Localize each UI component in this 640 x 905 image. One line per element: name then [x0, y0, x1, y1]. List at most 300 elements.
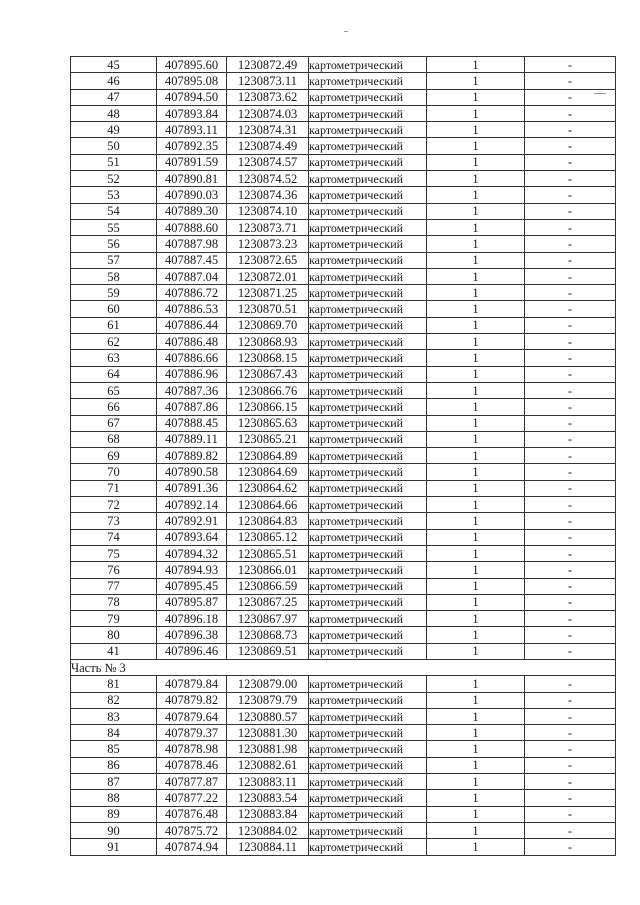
- y-coordinate-cell: 1230881.30: [227, 725, 309, 741]
- method-cell: картометрический: [309, 334, 427, 350]
- point-number-cell: 91: [71, 839, 157, 855]
- x-coordinate-cell: 407886.66: [157, 350, 227, 366]
- point-number-cell: 50: [71, 138, 157, 154]
- point-number-cell: 85: [71, 741, 157, 757]
- x-coordinate-cell: 407879.37: [157, 725, 227, 741]
- note-cell: -: [525, 757, 616, 773]
- table-row: [71, 497, 616, 513]
- note-cell: -: [525, 366, 616, 382]
- y-coordinate-cell: 1230874.03: [227, 105, 309, 121]
- method-cell: картометрический: [309, 497, 427, 513]
- x-coordinate-cell: 407886.44: [157, 317, 227, 333]
- table-row: [71, 366, 616, 382]
- note-cell: -: [525, 187, 616, 203]
- method-cell: картометрический: [309, 285, 427, 301]
- method-cell: картометрический: [309, 611, 427, 627]
- x-coordinate-cell: 407895.60: [157, 57, 227, 73]
- x-coordinate-cell: 407896.18: [157, 611, 227, 627]
- y-coordinate-cell: 1230868.93: [227, 334, 309, 350]
- table-row: [71, 89, 616, 105]
- y-coordinate-cell: 1230868.73: [227, 627, 309, 643]
- x-coordinate-cell: 407893.64: [157, 529, 227, 545]
- accuracy-cell: 1: [427, 806, 525, 822]
- accuracy-cell: 1: [427, 301, 525, 317]
- method-cell: картометрический: [309, 562, 427, 578]
- table-row: [71, 692, 616, 708]
- method-cell: картометрический: [309, 350, 427, 366]
- table-row: [71, 627, 616, 643]
- x-coordinate-cell: 407895.45: [157, 578, 227, 594]
- note-cell: -: [525, 448, 616, 464]
- y-coordinate-cell: 1230874.57: [227, 154, 309, 170]
- table-row: [71, 725, 616, 741]
- y-coordinate-cell: 1230867.97: [227, 611, 309, 627]
- x-coordinate-cell: 407894.93: [157, 562, 227, 578]
- table-row: [71, 480, 616, 496]
- point-number-cell: 84: [71, 725, 157, 741]
- note-cell: -: [525, 268, 616, 284]
- point-number-cell: 75: [71, 545, 157, 561]
- y-coordinate-cell: 1230872.65: [227, 252, 309, 268]
- table-row: [71, 268, 616, 284]
- accuracy-cell: 1: [427, 366, 525, 382]
- y-coordinate-cell: 1230869.70: [227, 317, 309, 333]
- method-cell: картометрический: [309, 57, 427, 73]
- note-cell: -: [525, 382, 616, 398]
- point-number-cell: 87: [71, 774, 157, 790]
- table-row: [71, 774, 616, 790]
- x-coordinate-cell: 407895.87: [157, 594, 227, 610]
- table-row: [71, 431, 616, 447]
- accuracy-cell: 1: [427, 480, 525, 496]
- note-cell: -: [525, 252, 616, 268]
- method-cell: картометрический: [309, 529, 427, 545]
- table-row: [71, 464, 616, 480]
- method-cell: картометрический: [309, 138, 427, 154]
- table-row: [71, 171, 616, 187]
- note-cell: -: [525, 578, 616, 594]
- x-coordinate-cell: 407887.86: [157, 399, 227, 415]
- table-row: [71, 594, 616, 610]
- accuracy-cell: 1: [427, 138, 525, 154]
- x-coordinate-cell: 407877.22: [157, 790, 227, 806]
- note-cell: -: [525, 774, 616, 790]
- x-coordinate-cell: 407890.03: [157, 187, 227, 203]
- table-row: [71, 529, 616, 545]
- note-cell: -: [525, 350, 616, 366]
- x-coordinate-cell: 407879.84: [157, 676, 227, 692]
- method-cell: картометрический: [309, 578, 427, 594]
- accuracy-cell: 1: [427, 692, 525, 708]
- point-number-cell: 88: [71, 790, 157, 806]
- x-coordinate-cell: 407894.50: [157, 89, 227, 105]
- x-coordinate-cell: 407886.53: [157, 301, 227, 317]
- point-number-cell: 57: [71, 252, 157, 268]
- method-cell: картометрический: [309, 513, 427, 529]
- y-coordinate-cell: 1230873.62: [227, 89, 309, 105]
- y-coordinate-cell: 1230873.23: [227, 236, 309, 252]
- table-row: [71, 73, 616, 89]
- accuracy-cell: 1: [427, 268, 525, 284]
- table-row: [71, 399, 616, 415]
- table-row: [71, 839, 616, 855]
- note-cell: -: [525, 57, 616, 73]
- y-coordinate-cell: 1230871.25: [227, 285, 309, 301]
- x-coordinate-cell: 407877.87: [157, 774, 227, 790]
- method-cell: картометрический: [309, 839, 427, 855]
- x-coordinate-cell: 407887.45: [157, 252, 227, 268]
- note-cell: -: [525, 562, 616, 578]
- method-cell: картометрический: [309, 806, 427, 822]
- y-coordinate-cell: 1230864.83: [227, 513, 309, 529]
- accuracy-cell: 1: [427, 497, 525, 513]
- table-row: [71, 611, 616, 627]
- accuracy-cell: 1: [427, 822, 525, 838]
- coordinates-table: [70, 56, 616, 856]
- accuracy-cell: 1: [427, 350, 525, 366]
- method-cell: картометрический: [309, 415, 427, 431]
- table-row: [71, 138, 616, 154]
- accuracy-cell: 1: [427, 252, 525, 268]
- accuracy-cell: 1: [427, 154, 525, 170]
- accuracy-cell: 1: [427, 382, 525, 398]
- accuracy-cell: 1: [427, 73, 525, 89]
- point-number-cell: 41: [71, 643, 157, 659]
- note-cell: -: [525, 822, 616, 838]
- table-body-part-3: [71, 676, 616, 855]
- point-number-cell: 64: [71, 366, 157, 382]
- accuracy-cell: 1: [427, 708, 525, 724]
- x-coordinate-cell: 407879.82: [157, 692, 227, 708]
- method-cell: картометрический: [309, 219, 427, 235]
- table-row: [71, 757, 616, 773]
- point-number-cell: 67: [71, 415, 157, 431]
- x-coordinate-cell: 407895.08: [157, 73, 227, 89]
- method-cell: картометрический: [309, 822, 427, 838]
- y-coordinate-cell: 1230881.98: [227, 741, 309, 757]
- method-cell: картометрический: [309, 236, 427, 252]
- point-number-cell: 55: [71, 219, 157, 235]
- point-number-cell: 62: [71, 334, 157, 350]
- table-row: [71, 301, 616, 317]
- table-row: [71, 643, 616, 659]
- table-row: [71, 382, 616, 398]
- method-cell: картометрический: [309, 627, 427, 643]
- note-cell: -: [525, 725, 616, 741]
- accuracy-cell: 1: [427, 105, 525, 121]
- method-cell: картометрический: [309, 431, 427, 447]
- y-coordinate-cell: 1230874.36: [227, 187, 309, 203]
- y-coordinate-cell: 1230865.21: [227, 431, 309, 447]
- y-coordinate-cell: 1230866.01: [227, 562, 309, 578]
- accuracy-cell: 1: [427, 513, 525, 529]
- accuracy-cell: 1: [427, 236, 525, 252]
- y-coordinate-cell: 1230872.49: [227, 57, 309, 73]
- point-number-cell: 56: [71, 236, 157, 252]
- accuracy-cell: 1: [427, 399, 525, 415]
- note-cell: -: [525, 790, 616, 806]
- y-coordinate-cell: 1230865.12: [227, 529, 309, 545]
- method-cell: картометрический: [309, 545, 427, 561]
- x-coordinate-cell: 407878.98: [157, 741, 227, 757]
- accuracy-cell: 1: [427, 757, 525, 773]
- x-coordinate-cell: 407886.96: [157, 366, 227, 382]
- table-row: [71, 154, 616, 170]
- accuracy-cell: 1: [427, 431, 525, 447]
- method-cell: картометрический: [309, 594, 427, 610]
- table-row: [71, 790, 616, 806]
- accuracy-cell: 1: [427, 643, 525, 659]
- accuracy-cell: 1: [427, 171, 525, 187]
- x-coordinate-cell: 407875.72: [157, 822, 227, 838]
- accuracy-cell: 1: [427, 334, 525, 350]
- x-coordinate-cell: 407874.94: [157, 839, 227, 855]
- x-coordinate-cell: 407889.11: [157, 431, 227, 447]
- note-cell: -: [525, 692, 616, 708]
- note-cell: -: [525, 464, 616, 480]
- accuracy-cell: 1: [427, 578, 525, 594]
- table-row: [71, 578, 616, 594]
- point-number-cell: 58: [71, 268, 157, 284]
- note-cell: -: [525, 171, 616, 187]
- table-row: [71, 741, 616, 757]
- x-coordinate-cell: 407893.11: [157, 122, 227, 138]
- x-coordinate-cell: 407891.36: [157, 480, 227, 496]
- note-cell: -: [525, 317, 616, 333]
- x-coordinate-cell: 407889.30: [157, 203, 227, 219]
- method-cell: картометрический: [309, 89, 427, 105]
- method-cell: картометрический: [309, 464, 427, 480]
- point-number-cell: 52: [71, 171, 157, 187]
- x-coordinate-cell: 407893.84: [157, 105, 227, 121]
- section-title: Часть № 3: [71, 659, 616, 675]
- y-coordinate-cell: 1230870.51: [227, 301, 309, 317]
- table-row: [71, 415, 616, 431]
- point-number-cell: 79: [71, 611, 157, 627]
- table-row: [71, 806, 616, 822]
- table-row: [71, 562, 616, 578]
- method-cell: картометрический: [309, 399, 427, 415]
- accuracy-cell: 1: [427, 562, 525, 578]
- method-cell: картометрический: [309, 480, 427, 496]
- point-number-cell: 83: [71, 708, 157, 724]
- table-row: [71, 822, 616, 838]
- y-coordinate-cell: 1230883.84: [227, 806, 309, 822]
- table-row: [71, 105, 616, 121]
- method-cell: картометрический: [309, 268, 427, 284]
- accuracy-cell: 1: [427, 219, 525, 235]
- note-cell: -: [525, 122, 616, 138]
- note-cell: -: [525, 399, 616, 415]
- note-cell: -: [525, 431, 616, 447]
- accuracy-cell: 1: [427, 790, 525, 806]
- point-number-cell: 53: [71, 187, 157, 203]
- point-number-cell: 68: [71, 431, 157, 447]
- note-cell: -: [525, 285, 616, 301]
- method-cell: картометрический: [309, 105, 427, 121]
- note-cell: -: [525, 529, 616, 545]
- point-number-cell: 72: [71, 497, 157, 513]
- point-number-cell: 77: [71, 578, 157, 594]
- table-row: [71, 334, 616, 350]
- accuracy-cell: 1: [427, 187, 525, 203]
- point-number-cell: 73: [71, 513, 157, 529]
- method-cell: картометрический: [309, 708, 427, 724]
- point-number-cell: 65: [71, 382, 157, 398]
- x-coordinate-cell: 407886.72: [157, 285, 227, 301]
- y-coordinate-cell: 1230866.15: [227, 399, 309, 415]
- table-row: [71, 708, 616, 724]
- point-number-cell: 48: [71, 105, 157, 121]
- point-number-cell: 86: [71, 757, 157, 773]
- note-cell: -: [525, 806, 616, 822]
- note-cell: -: [525, 839, 616, 855]
- y-coordinate-cell: 1230869.51: [227, 643, 309, 659]
- x-coordinate-cell: 407886.48: [157, 334, 227, 350]
- table-row: [71, 448, 616, 464]
- point-number-cell: 89: [71, 806, 157, 822]
- y-coordinate-cell: 1230882.61: [227, 757, 309, 773]
- y-coordinate-cell: 1230874.52: [227, 171, 309, 187]
- y-coordinate-cell: 1230883.54: [227, 790, 309, 806]
- table-row: [71, 122, 616, 138]
- table-row: [71, 219, 616, 235]
- method-cell: картометрический: [309, 725, 427, 741]
- x-coordinate-cell: 407894.32: [157, 545, 227, 561]
- x-coordinate-cell: 407888.45: [157, 415, 227, 431]
- method-cell: картометрический: [309, 122, 427, 138]
- y-coordinate-cell: 1230866.76: [227, 382, 309, 398]
- accuracy-cell: 1: [427, 464, 525, 480]
- point-number-cell: 45: [71, 57, 157, 73]
- y-coordinate-cell: 1230864.69: [227, 464, 309, 480]
- method-cell: картометрический: [309, 741, 427, 757]
- note-cell: -: [525, 415, 616, 431]
- note-cell: -: [525, 513, 616, 529]
- note-cell: -: [525, 138, 616, 154]
- table-row: [71, 317, 616, 333]
- x-coordinate-cell: 407887.36: [157, 382, 227, 398]
- table-row: [71, 350, 616, 366]
- accuracy-cell: 1: [427, 122, 525, 138]
- point-number-cell: 61: [71, 317, 157, 333]
- accuracy-cell: 1: [427, 627, 525, 643]
- method-cell: картометрический: [309, 73, 427, 89]
- y-coordinate-cell: 1230867.25: [227, 594, 309, 610]
- point-number-cell: 66: [71, 399, 157, 415]
- method-cell: картометрический: [309, 187, 427, 203]
- note-cell: -: [525, 545, 616, 561]
- note-cell: -: [525, 219, 616, 235]
- y-coordinate-cell: 1230873.11: [227, 73, 309, 89]
- point-number-cell: 78: [71, 594, 157, 610]
- y-coordinate-cell: 1230884.02: [227, 822, 309, 838]
- method-cell: картометрический: [309, 757, 427, 773]
- method-cell: картометрический: [309, 154, 427, 170]
- accuracy-cell: 1: [427, 285, 525, 301]
- x-coordinate-cell: 407891.59: [157, 154, 227, 170]
- x-coordinate-cell: 407876.48: [157, 806, 227, 822]
- y-coordinate-cell: 1230874.10: [227, 203, 309, 219]
- point-number-cell: 59: [71, 285, 157, 301]
- note-cell: -: [525, 676, 616, 692]
- x-coordinate-cell: 407887.98: [157, 236, 227, 252]
- accuracy-cell: 1: [427, 741, 525, 757]
- point-number-cell: 82: [71, 692, 157, 708]
- table-row: [71, 187, 616, 203]
- accuracy-cell: 1: [427, 57, 525, 73]
- accuracy-cell: 1: [427, 317, 525, 333]
- note-cell: -: [525, 89, 616, 105]
- method-cell: картометрический: [309, 774, 427, 790]
- point-number-cell: 76: [71, 562, 157, 578]
- method-cell: картометрический: [309, 317, 427, 333]
- x-coordinate-cell: 407890.81: [157, 171, 227, 187]
- method-cell: картометрический: [309, 448, 427, 464]
- accuracy-cell: 1: [427, 774, 525, 790]
- y-coordinate-cell: 1230864.66: [227, 497, 309, 513]
- method-cell: картометрический: [309, 790, 427, 806]
- x-coordinate-cell: 407890.58: [157, 464, 227, 480]
- accuracy-cell: 1: [427, 545, 525, 561]
- point-number-cell: 47: [71, 89, 157, 105]
- note-cell: -: [525, 741, 616, 757]
- note-cell: -: [525, 480, 616, 496]
- method-cell: картометрический: [309, 203, 427, 219]
- accuracy-cell: 1: [427, 415, 525, 431]
- y-coordinate-cell: 1230879.79: [227, 692, 309, 708]
- y-coordinate-cell: 1230867.43: [227, 366, 309, 382]
- accuracy-cell: 1: [427, 203, 525, 219]
- x-coordinate-cell: 407889.82: [157, 448, 227, 464]
- section-header-row: [71, 659, 616, 675]
- point-number-cell: 70: [71, 464, 157, 480]
- point-number-cell: 81: [71, 676, 157, 692]
- table-body-part-2: [71, 57, 616, 660]
- point-number-cell: 74: [71, 529, 157, 545]
- note-cell: -: [525, 301, 616, 317]
- x-coordinate-cell: 407896.38: [157, 627, 227, 643]
- table-row: [71, 236, 616, 252]
- point-number-cell: 51: [71, 154, 157, 170]
- y-coordinate-cell: 1230874.31: [227, 122, 309, 138]
- y-coordinate-cell: 1230865.63: [227, 415, 309, 431]
- accuracy-cell: 1: [427, 448, 525, 464]
- accuracy-cell: 1: [427, 725, 525, 741]
- note-cell: -: [525, 497, 616, 513]
- method-cell: картометрический: [309, 171, 427, 187]
- y-coordinate-cell: 1230879.00: [227, 676, 309, 692]
- note-cell: -: [525, 627, 616, 643]
- accuracy-cell: 1: [427, 839, 525, 855]
- scan-speck: [344, 31, 348, 32]
- point-number-cell: 54: [71, 203, 157, 219]
- y-coordinate-cell: 1230868.15: [227, 350, 309, 366]
- y-coordinate-cell: 1230883.11: [227, 774, 309, 790]
- table-row: [71, 203, 616, 219]
- x-coordinate-cell: 407878.46: [157, 757, 227, 773]
- accuracy-cell: 1: [427, 89, 525, 105]
- x-coordinate-cell: 407879.64: [157, 708, 227, 724]
- method-cell: картометрический: [309, 692, 427, 708]
- note-cell: -: [525, 105, 616, 121]
- point-number-cell: 69: [71, 448, 157, 464]
- note-cell: -: [525, 203, 616, 219]
- note-cell: -: [525, 236, 616, 252]
- method-cell: картометрический: [309, 252, 427, 268]
- y-coordinate-cell: 1230865.51: [227, 545, 309, 561]
- x-coordinate-cell: 407892.14: [157, 497, 227, 513]
